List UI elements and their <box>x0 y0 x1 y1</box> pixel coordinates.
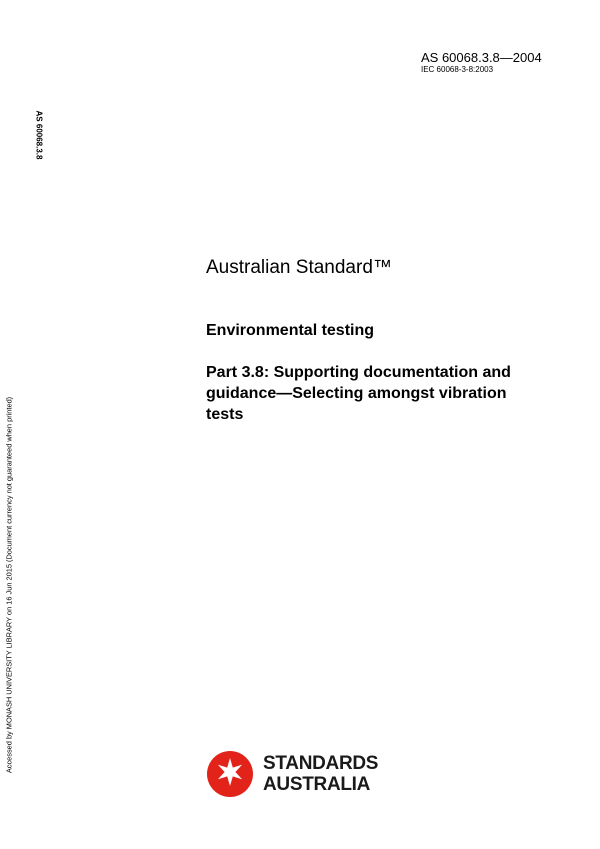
part-title-line: guidance—Selecting amongst vibration <box>206 385 507 402</box>
logo-text <box>263 753 378 795</box>
logo-text-line1: STANDARDS <box>263 753 379 774</box>
access-notice <box>2 375 16 795</box>
logo-text-line2: AUSTRALIA <box>263 774 371 795</box>
document-subject: Environmental testing <box>206 322 375 339</box>
part-title-line: Part 3.8: Supporting documentation and <box>206 364 511 381</box>
standards-australia-logo <box>206 750 396 798</box>
access-notice-text: Accessed by MONASH UNIVERSITY LIBRARY on 16 Jun 2015 (Document currency not guaranteed when printed) <box>4 396 14 774</box>
spine-code <box>32 105 46 165</box>
iec-number: IEC 60068-3-8:2003 <box>421 65 494 74</box>
standard-number: AS 60068.3.8—2004 <box>421 50 542 65</box>
part-title <box>206 362 576 425</box>
star-circle-logo-icon <box>206 750 254 798</box>
brand-title: Australian Standard™ <box>206 257 392 278</box>
spine-code-text: AS 60068.3.8 <box>34 110 44 160</box>
part-title-line: tests <box>206 406 244 423</box>
